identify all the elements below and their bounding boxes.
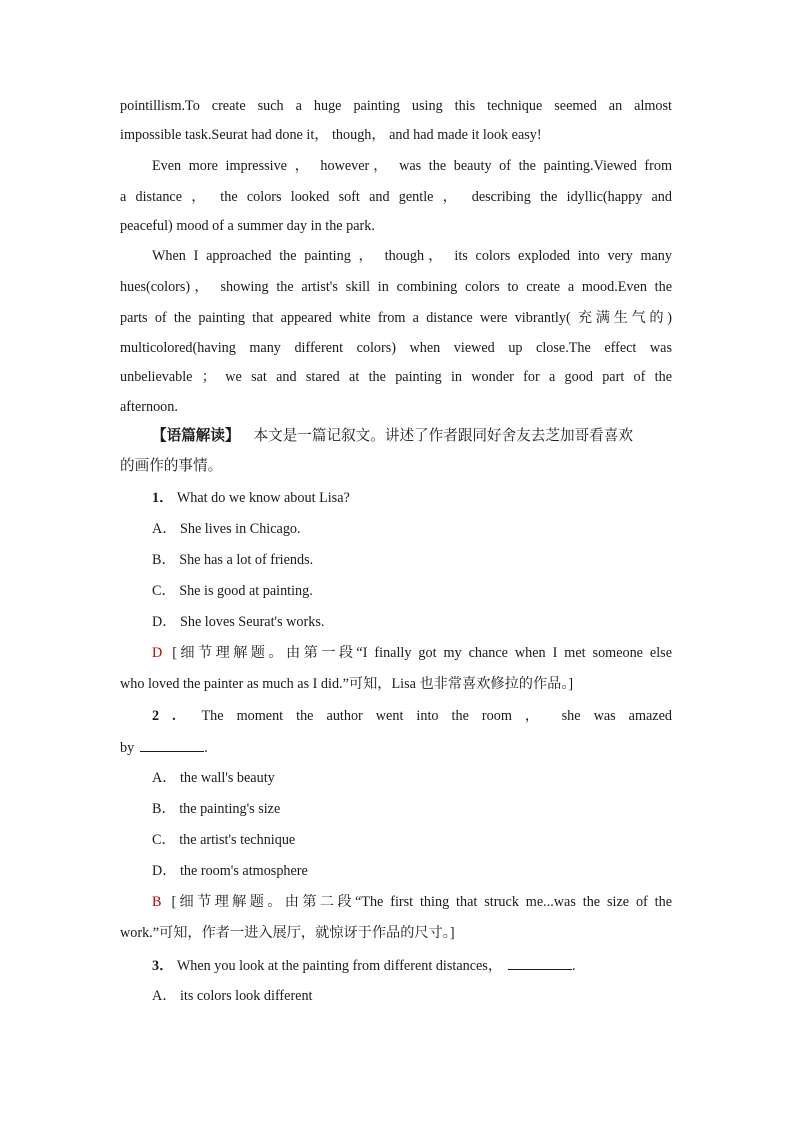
passage-line: unbelievable ； we sat and stared at the painting in wonder for a good part of the — [120, 369, 672, 385]
passage-line: parts of the painting that appeared white from a distance were vibrantly( 充满生气的) — [120, 310, 672, 326]
question-stem: 3． When you look at the painting from different distances， . — [152, 955, 576, 976]
analysis-text: 本文是一篇记叙文。讲述了作者跟同好舍友去芝加哥看喜欢 — [253, 427, 633, 444]
option-a: A． its colors look different — [152, 988, 313, 1004]
option-c: C． the artist's technique — [152, 832, 296, 848]
explanation-line — [152, 892, 672, 912]
option-d: D． She loves Seurat's works. — [152, 614, 325, 630]
question-text: When you look at the painting from different distances， — [176, 958, 503, 974]
option-b: B． the painting's size — [152, 801, 281, 817]
explanation-line: work.”可知，作者一进入展厅，就惊讶于作品的尺寸。] — [120, 925, 455, 941]
question-number: 3． — [152, 958, 174, 974]
option-c: C． She is good at painting. — [152, 583, 313, 599]
option-d: D． the room's atmosphere — [152, 863, 308, 879]
answer-key: D — [152, 645, 163, 661]
option-a: A． She lives in Chicago. — [152, 521, 301, 537]
passage-line: pointillism.To create such a huge painting using this technique seemed an almost — [120, 98, 672, 114]
question-stem-continued: by . — [120, 737, 208, 758]
analysis-line — [152, 426, 633, 446]
passage-line: multicolored(having many different colors) when viewed up close.The effect was — [120, 340, 672, 356]
question-number: 2 . — [152, 708, 176, 724]
question-stem — [152, 706, 672, 726]
question-text: What do we know about Lisa? — [176, 490, 350, 506]
question-text: The moment the author went into the room ， she was amazed — [201, 708, 672, 724]
question-stem — [152, 488, 350, 508]
passage-line: impossible task.Seurat had done it， though， and had made it look easy! — [120, 127, 542, 143]
passage-line: hues(colors)， showing the artist's skill in combining colors to create a mood.Even the — [120, 279, 672, 295]
explanation-text: [细节理解题。由第一段“I finally got my chance when I met someone else — [172, 645, 672, 661]
analysis-text: 的画作的事情。 — [120, 457, 223, 474]
passage-line: Even more impressive ， however， was the beauty of the painting.Viewed from — [152, 158, 672, 174]
explanation-text: [细节理解题。由第二段“The first thing that struck me...was the size of the — [171, 894, 672, 910]
passage-line: peaceful) mood of a summer day in the park. — [120, 218, 375, 234]
passage-line: When I approached the painting ， though， its colors exploded into very many — [152, 248, 672, 264]
explanation-line — [152, 643, 672, 663]
question-text: by — [120, 740, 135, 756]
passage-line: afternoon. — [120, 399, 178, 415]
passage-line: a distance ， the colors looked soft and gentle ， describing the idyllic(happy and — [120, 189, 672, 205]
analysis-label: 【语篇解读】 — [152, 427, 240, 444]
answer-blank — [140, 737, 204, 752]
option-a: A． the wall's beauty — [152, 770, 275, 786]
explanation-line: who loved the painter as much as I did.”可知，Lisa 也非常喜欢修拉的作品。] — [120, 676, 574, 692]
answer-key: B — [152, 894, 162, 910]
question-number: 1． — [152, 490, 174, 506]
option-b: B． She has a lot of friends. — [152, 552, 314, 568]
answer-blank — [508, 955, 572, 970]
